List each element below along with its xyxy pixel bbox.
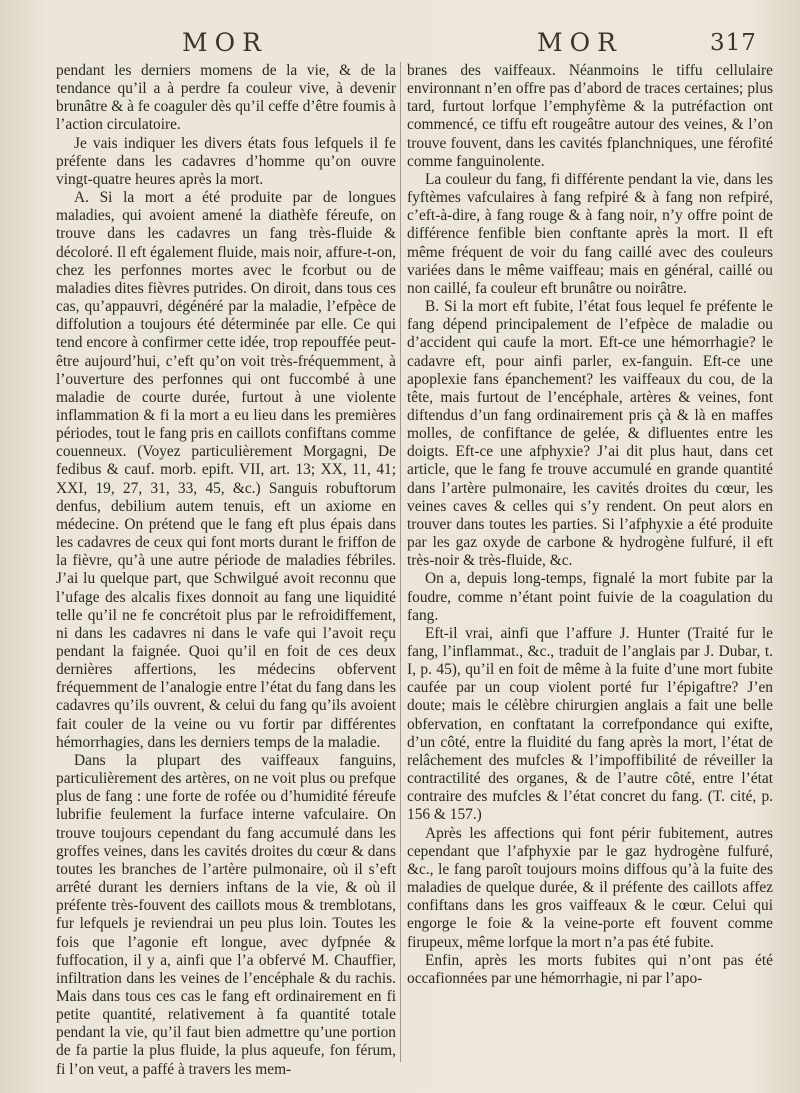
paragraph: A. Si la mort a été produite par de longues maladies, qui avoient amené la diathèfe féreufe, on trouve dans les cadavres un fang très-fluide & décoloré. Il eft également fluide, mais noir, affure-t-on, chez les perfonnes mortes avec le fcorbut ou de maladies dites fièvres putrides. On diroit, dans tous ces cas, qu’appauvri, dégénéré par la maladie, l’efpèce de diffolution a toujours été déterminée par elle. Ce qui tend encore à confirmer cette idée, trop repouffée peut-être aujourd’hui, c’eft qu’on voit très-fréquemment, à l’ouverture des perfonnes qui ont fuccombé à une maladie de courte durée, furtout à une violente inflammation & fi la mort a eu lieu dans les premières périodes, tout le fang pris en caillots confiftans comme couenneux. (Voyez particulièrement Morgagni, De fedibus & cauf. morb. epift. VII, art. 13; XX, 11, 41; XXI, 19, 27, 31, 33, 45, &c.) Sanguis robuftorum denfus, debilium autem tenuis, eft un axiome en médecine. On prétend que le fang eft plus épais dans les cadavres de ceux qui font morts durant le friffon de la fièvre, qu’à une autre période de maladies fébriles. J’ai lu quelque part, que Schwilgué avoit reconnu que l’ufage des alcalis fixes donnoit au fang une liquidité telle qu’il ne fe concrétoit plus par le refroidiffement, ni dans les cadavres ni dans le vafe qui l’avoit reçu pendant la faignée. Quoi qu’il en foit de ces deux dernières affertions, les médecins obfervent fréquemment de l’analogie entre l’état du fang dans les cadavres qu’ils ouvrent, & celui du fang qu’ils avoient fait couler de la veine ou vu fortir par différentes hémorrhagies, dans les derniers temps de la maladie. — [56, 189, 396, 751]
right-column — [407, 62, 773, 988]
paragraph: Eft-il vrai, ainfi que l’affure J. Hunter (Traité fur le fang, l’inflammat., &c., traduit de l’anglais par J. Dubar, t. I, p. 45), qu’il en foit de même à la fuite d’une mort fubite caufée par un coup violent porté fur l’épigaftre? J’en doute; mais le célèbre chirurgien anglais a fait une belle obfervation, en conftatant la correfpondance qui exifte, d’un côté, entre la fluidité du fang après la mort, l’état de relâchement des mufcles & l’impoffibilité de réveiller la contractilité des organes, & de l’autre côté, entre l’état contraire des mufcles & l’état concret du fang. (T. cité, p. 156 & 157.) — [407, 624, 773, 824]
running-header — [0, 28, 800, 62]
paragraph: B. Si la mort eft fubite, l’état fous lequel fe préfente le fang dépend principalement de l’efpèce de maladie ou d’accident qui caufe la mort. Eft-ce une hémorrhagie? le cadavre eft, pour ainfi parler, ex-fanguin. Eft-ce une apoplexie fans épanchement? les vaiffeaux du cou, de la tête, mais furtout de l’encéphale, artères & veines, font diftendus d’un fang ordinairement pris çà & là en maffes molles, de confiftance de gelée, & difluentes entre les doigts. Eft-ce une afphyxie? J’ai dit plus haut, dans cet article, que le fang fe trouve accumulé en grande quantité dans l’artère pulmonaire, les cavités droites du cœur, les veines caves & celles qui s’y rendent. On peut alors en trouver dans toutes les parties. Si l’afphyxie a été produite par les gaz oxyde de carbone & hydrogène fulfuré, il eft très-noir & très-fluide, &c. — [407, 298, 773, 570]
header-title-left: MOR — [182, 28, 268, 57]
paragraph: On a, depuis long-temps, fignalé la mort fubite par la foudre, comme n’étant point fuivie de la coagulation du fang. — [407, 570, 773, 624]
paragraph: Je vais indiquer les divers états fous lefquels il fe préfente dans les cadavres d’homme qu’on ouvre vingt-quatre heures après la mort. — [56, 134, 396, 188]
paragraph: pendant les derniers momens de la vie, & de la tendance qu’il a à perdre fa couleur vive, à devenir brunâtre & à fe coaguler dès qu’il ceffe d’être foumis à l’action circulatoire. — [56, 62, 396, 134]
left-column — [56, 62, 396, 1079]
page-number: 317 — [710, 30, 757, 56]
paragraph: La couleur du fang, fi différente pendant la vie, dans les fyftèmes vafculaires à fang refpiré & à fang non refpiré, c’eft-à-dire, à fang rouge & à fang noir, n’y offre point de différence fenfible bien conftante après la mort. Il eft même fréquent de voir du fang caillé avec des couleurs variées dans le même vaiffeau; mais en général, caillé ou non caillé, fa couleur eft brunâtre ou noirâtre. — [407, 170, 773, 297]
paragraph: Après les affections qui font périr fubitement, autres cependant que l’afphyxie par le gaz hydrogène fulfuré, &c., le fang paroît toujours moins diffous qu’à la fuite des maladies de quelque durée, & il préfente des caillots affez confiftans dans les gros vaiffeaux & le cœur. Celui qui engorge le foie & la veine-porte eft fouvent comme firupeux, même lorfque la mort n’a pas été fubite. — [407, 824, 773, 951]
paragraph: Enfin, après les morts fubites qui n’ont pas été occafionnées par une hémorrhagie, ni par l’apo- — [407, 951, 773, 987]
column-divider — [400, 62, 401, 1062]
paragraph: Dans la plupart des vaiffeaux fanguins, particulièrement des artères, on ne voit plus ou prefque plus de fang : une forte de rofée ou d’humidité féreufe lubrifie feulement la furface interne vafculaire. On trouve toujours cependant du fang accumulé dans les groffes veines, dans les cavités droites du cœur & dans toutes les branches de l’artère pulmonaire, où il s’eft arrêté durant les derniers inftans de la vie, & où il préfente très-fouvent des caillots mous & tremblotans, fur lefquels je reviendrai un peu plus loin. Toutes les fois que l’agonie eft longue, avec dyfpnée & fuffocation, il y a, ainfi que l’a obfervé M. Chauffier, infiltration dans les veines de l’encéphale & du rachis. Mais dans tous ces cas le fang eft ordinairement en fi petite quantité, relativement à fa quantité totale pendant la vie, qu’il faut bien admettre qu’une portion de fa partie la plus fluide, la plus aqueufe, fon férum, fi l’on veut, a paffé à travers les mem- — [56, 751, 396, 1078]
header-title-right: MOR — [537, 28, 623, 57]
paragraph: branes des vaiffeaux. Néanmoins le tiffu cellulaire environnant n’en offre pas d’abord de traces certaines; plus tard, furtout lorfque l’emphyfème & la putréfaction ont commencé, ce tiffu eft rougeâtre autour des veines, & l’on trouve fouvent, dans les cavités fplanchniques, une férofité comme fanguinolente. — [407, 62, 773, 170]
